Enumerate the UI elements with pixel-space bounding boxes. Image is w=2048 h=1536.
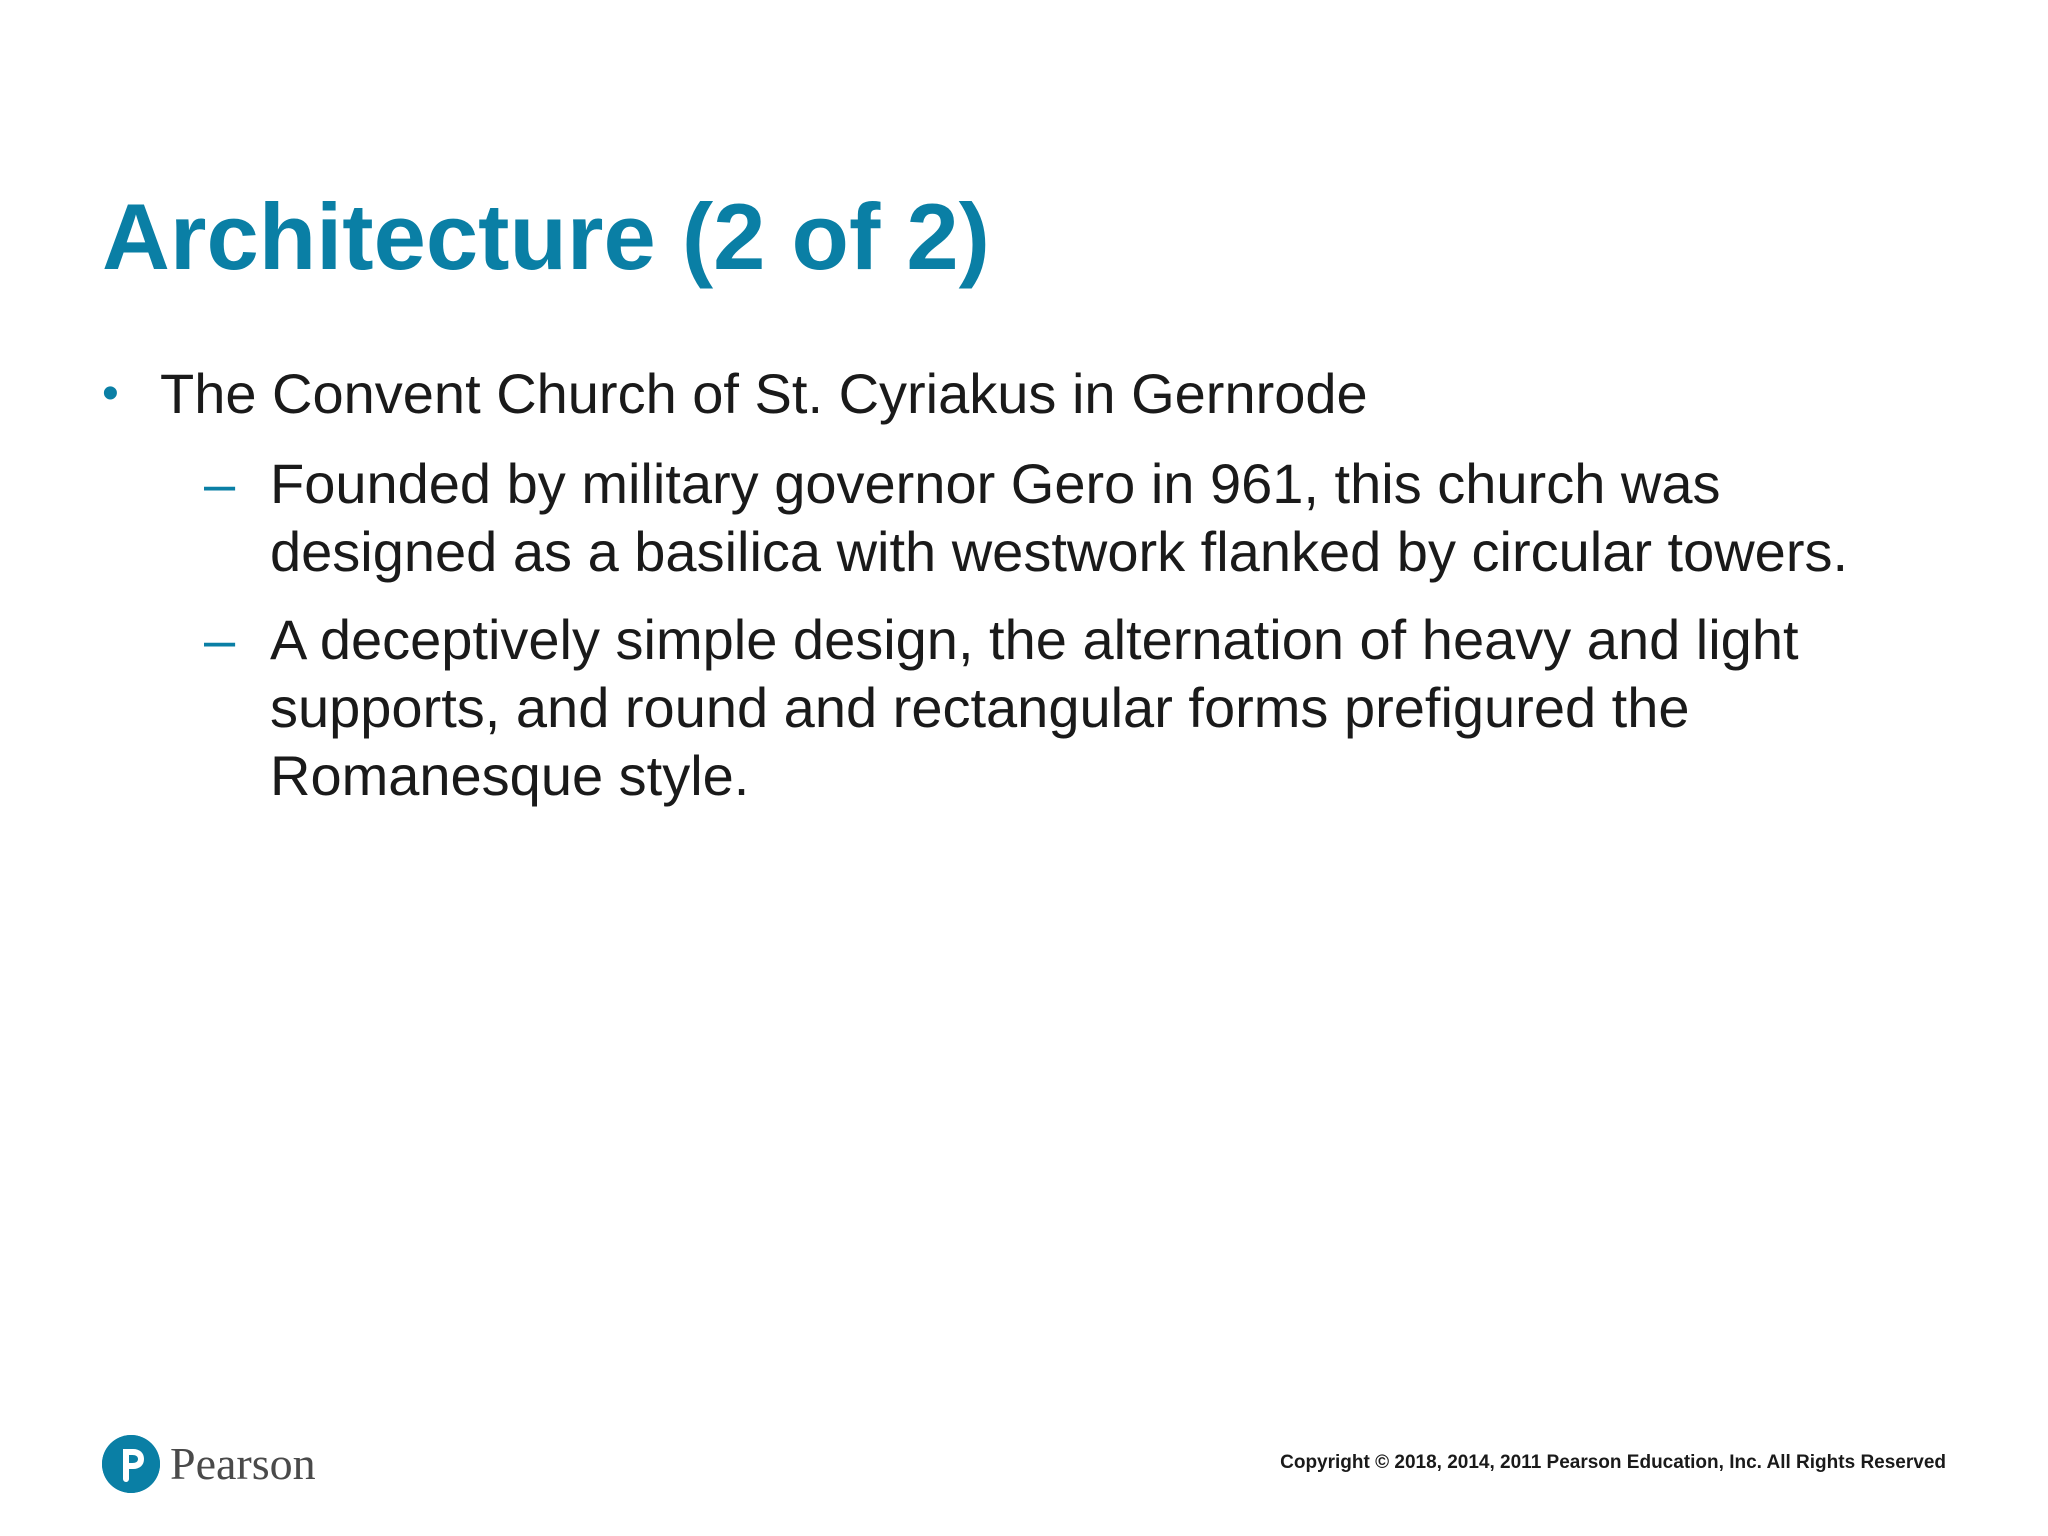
sub-bullet-item <box>102 450 1932 586</box>
slide-title: Architecture (2 of 2) <box>102 184 990 289</box>
bullet-marker: • <box>102 367 119 420</box>
slide-content <box>102 360 1932 830</box>
sub-bullet-text: A deceptively simple design, the alternation of heavy and light supports, and round and rectangular forms prefigured the Romanesque style. <box>270 608 1799 807</box>
sub-bullet-item <box>102 606 1932 810</box>
pearson-p-logo-icon <box>102 1435 160 1493</box>
bullet-item <box>102 360 1932 428</box>
sub-bullet-list <box>102 450 1932 810</box>
dash-marker: – <box>204 608 236 671</box>
bullet-text: The Convent Church of St. Cyriakus in Gernrode <box>160 362 1368 425</box>
sub-bullet-text: Founded by military governor Gero in 961, this church was designed as a basilica with westwork flanked by circular towers. <box>270 452 1849 583</box>
pearson-logo <box>102 1432 316 1496</box>
pearson-logo-text: Pearson <box>170 1438 316 1489</box>
dash-marker: – <box>204 452 236 515</box>
copyright-notice: Copyright © 2018, 2014, 2011 Pearson Education, Inc. All Rights Reserved <box>1280 1452 1946 1473</box>
